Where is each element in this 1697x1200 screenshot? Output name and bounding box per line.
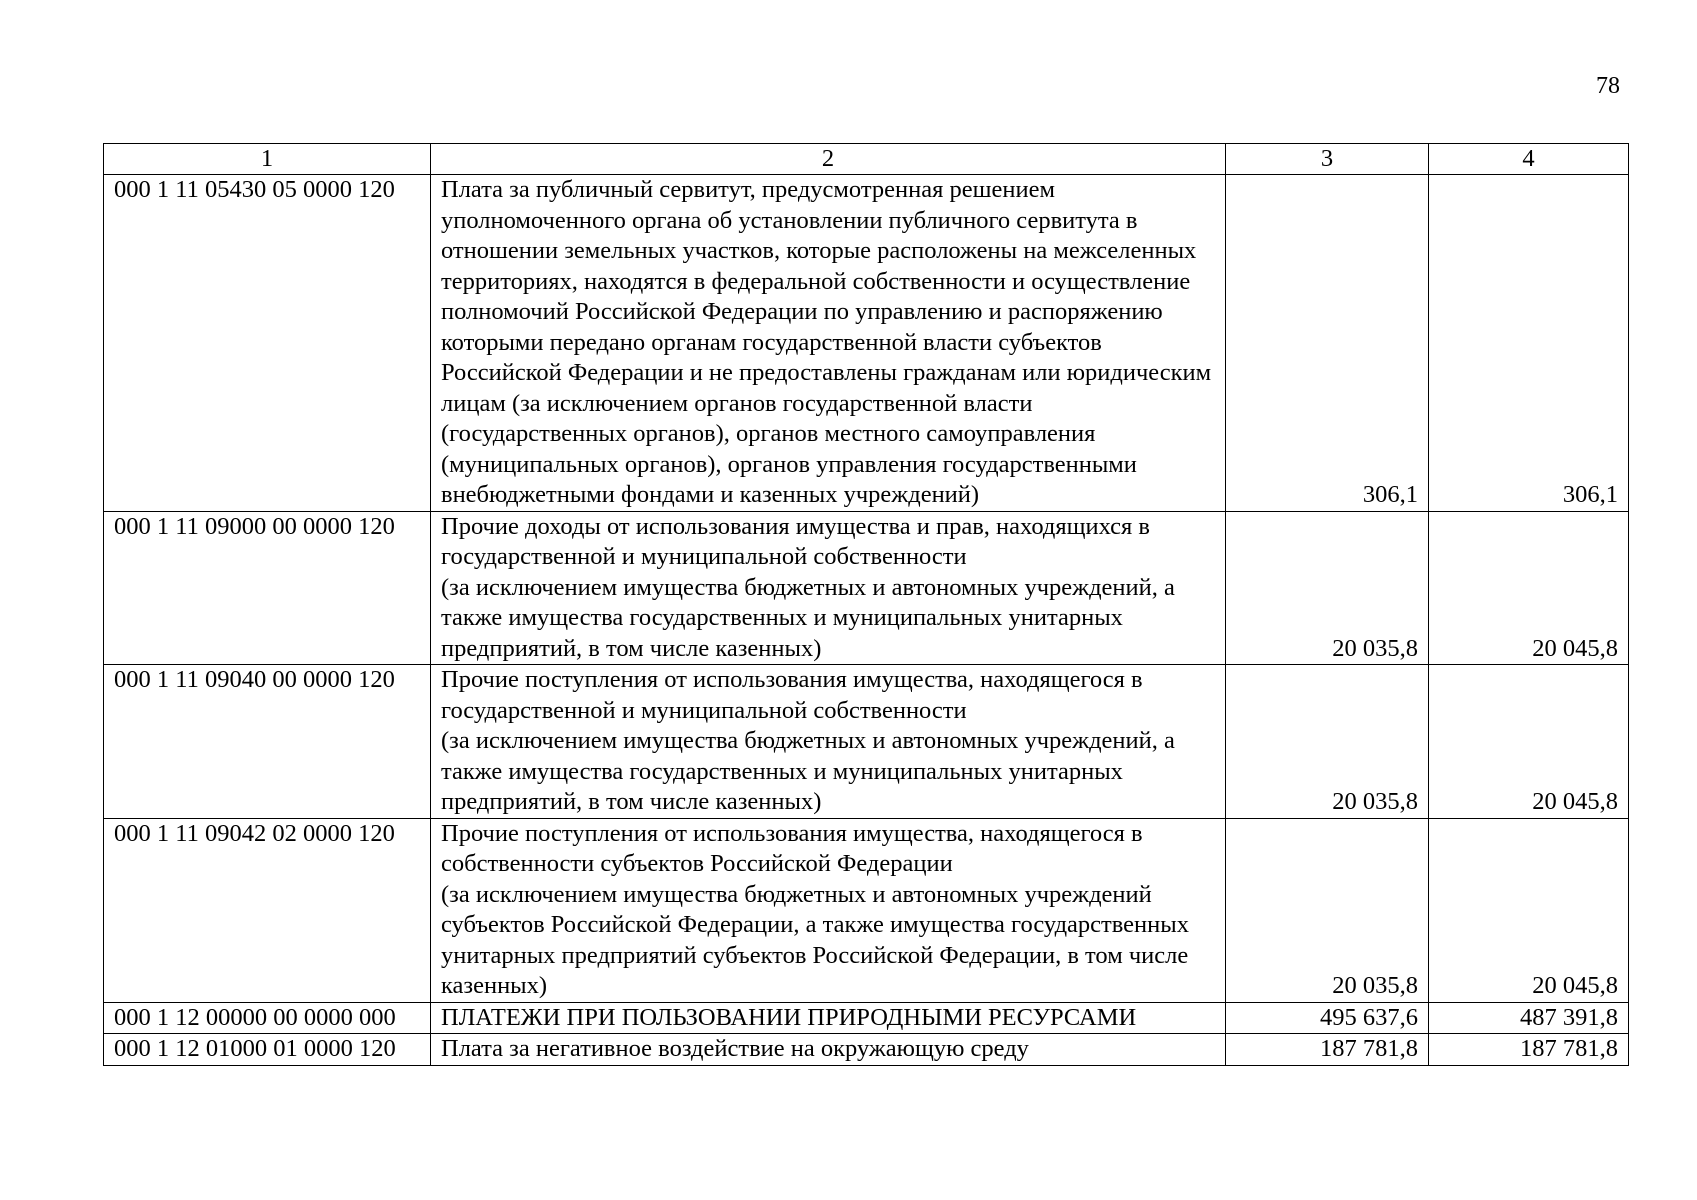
budget-code-cell: 000 1 12 00000 00 0000 000: [104, 1002, 431, 1034]
table-body: [104, 175, 1629, 1066]
header-row: [104, 144, 1629, 175]
value-col4-cell: 20 045,8: [1429, 818, 1629, 1002]
item-name-cell: Прочие доходы от использования имущества и прав, находящихся в государственной и муниципальной собственности (за исключением имущества бюджетных и автономных учреждений, а также имущества государственных и муниципальных унитарных предприятий, в том числе казенных): [431, 511, 1226, 665]
item-name-cell: ПЛАТЕЖИ ПРИ ПОЛЬЗОВАНИИ ПРИРОДНЫМИ РЕСУРСАМИ: [431, 1002, 1226, 1034]
table-row: [104, 1002, 1629, 1034]
table-row: [104, 665, 1629, 819]
value-col3-cell: 20 035,8: [1226, 818, 1429, 1002]
budget-code-cell: 000 1 11 09000 00 0000 120: [104, 511, 431, 665]
item-name-cell: Плата за негативное воздействие на окружающую среду: [431, 1034, 1226, 1066]
table-row: [104, 818, 1629, 1002]
value-col4-cell: 487 391,8: [1429, 1002, 1629, 1034]
table-row: [104, 175, 1629, 512]
value-col3-cell: 187 781,8: [1226, 1034, 1429, 1066]
budget-code-cell: 000 1 11 05430 05 0000 120: [104, 175, 431, 512]
value-col3-cell: 495 637,6: [1226, 1002, 1429, 1034]
value-col4-cell: 20 045,8: [1429, 511, 1629, 665]
value-col3-cell: 20 035,8: [1226, 511, 1429, 665]
value-col3-cell: 20 035,8: [1226, 665, 1429, 819]
column-header-1: 1: [104, 144, 431, 175]
column-header-4: 4: [1429, 144, 1629, 175]
value-col4-cell: 306,1: [1429, 175, 1629, 512]
budget-table: [103, 143, 1629, 1066]
budget-code-cell: 000 1 11 09040 00 0000 120: [104, 665, 431, 819]
table-row: [104, 1034, 1629, 1066]
page-number: 78: [1596, 73, 1620, 99]
value-col4-cell: 187 781,8: [1429, 1034, 1629, 1066]
item-name-cell: Прочие поступления от использования имущества, находящегося в государственной и муниципальной собственности (за исключением имущества бюджетных и автономных учреждений, а также имущества государственных и муниципальных унитарных предприятий, в том числе казенных): [431, 665, 1226, 819]
column-header-2: 2: [431, 144, 1226, 175]
budget-code-cell: 000 1 12 01000 01 0000 120: [104, 1034, 431, 1066]
table-header: [104, 144, 1629, 175]
value-col3-cell: 306,1: [1226, 175, 1429, 512]
budget-code-cell: 000 1 11 09042 02 0000 120: [104, 818, 431, 1002]
column-header-3: 3: [1226, 144, 1429, 175]
item-name-cell: Прочие поступления от использования имущества, находящегося в собственности субъектов Российской Федерации (за исключением имущества бюджетных и автономных учреждений субъектов Российской Федерации, а также имущества государственных унитарных предприятий субъектов Российской Федерации, в том числе казенных): [431, 818, 1226, 1002]
item-name-cell: Плата за публичный сервитут, предусмотренная решением уполномоченного органа об установлении публичного сервитута в отношении земельных участков, которые расположены на межселенных территориях, находятся в федеральной собственности и осуществление полномочий Российской Федерации по управлению и распоряжению которыми передано органам государственной власти субъектов Российской Федерации и не предоставлены гражданам или юридическим лицам (за исключением органов государственной власти (государственных органов), органов местного самоуправления (муниципальных органов), органов управления государственными внебюджетными фондами и казенных учреждений): [431, 175, 1226, 512]
table-row: [104, 511, 1629, 665]
value-col4-cell: 20 045,8: [1429, 665, 1629, 819]
